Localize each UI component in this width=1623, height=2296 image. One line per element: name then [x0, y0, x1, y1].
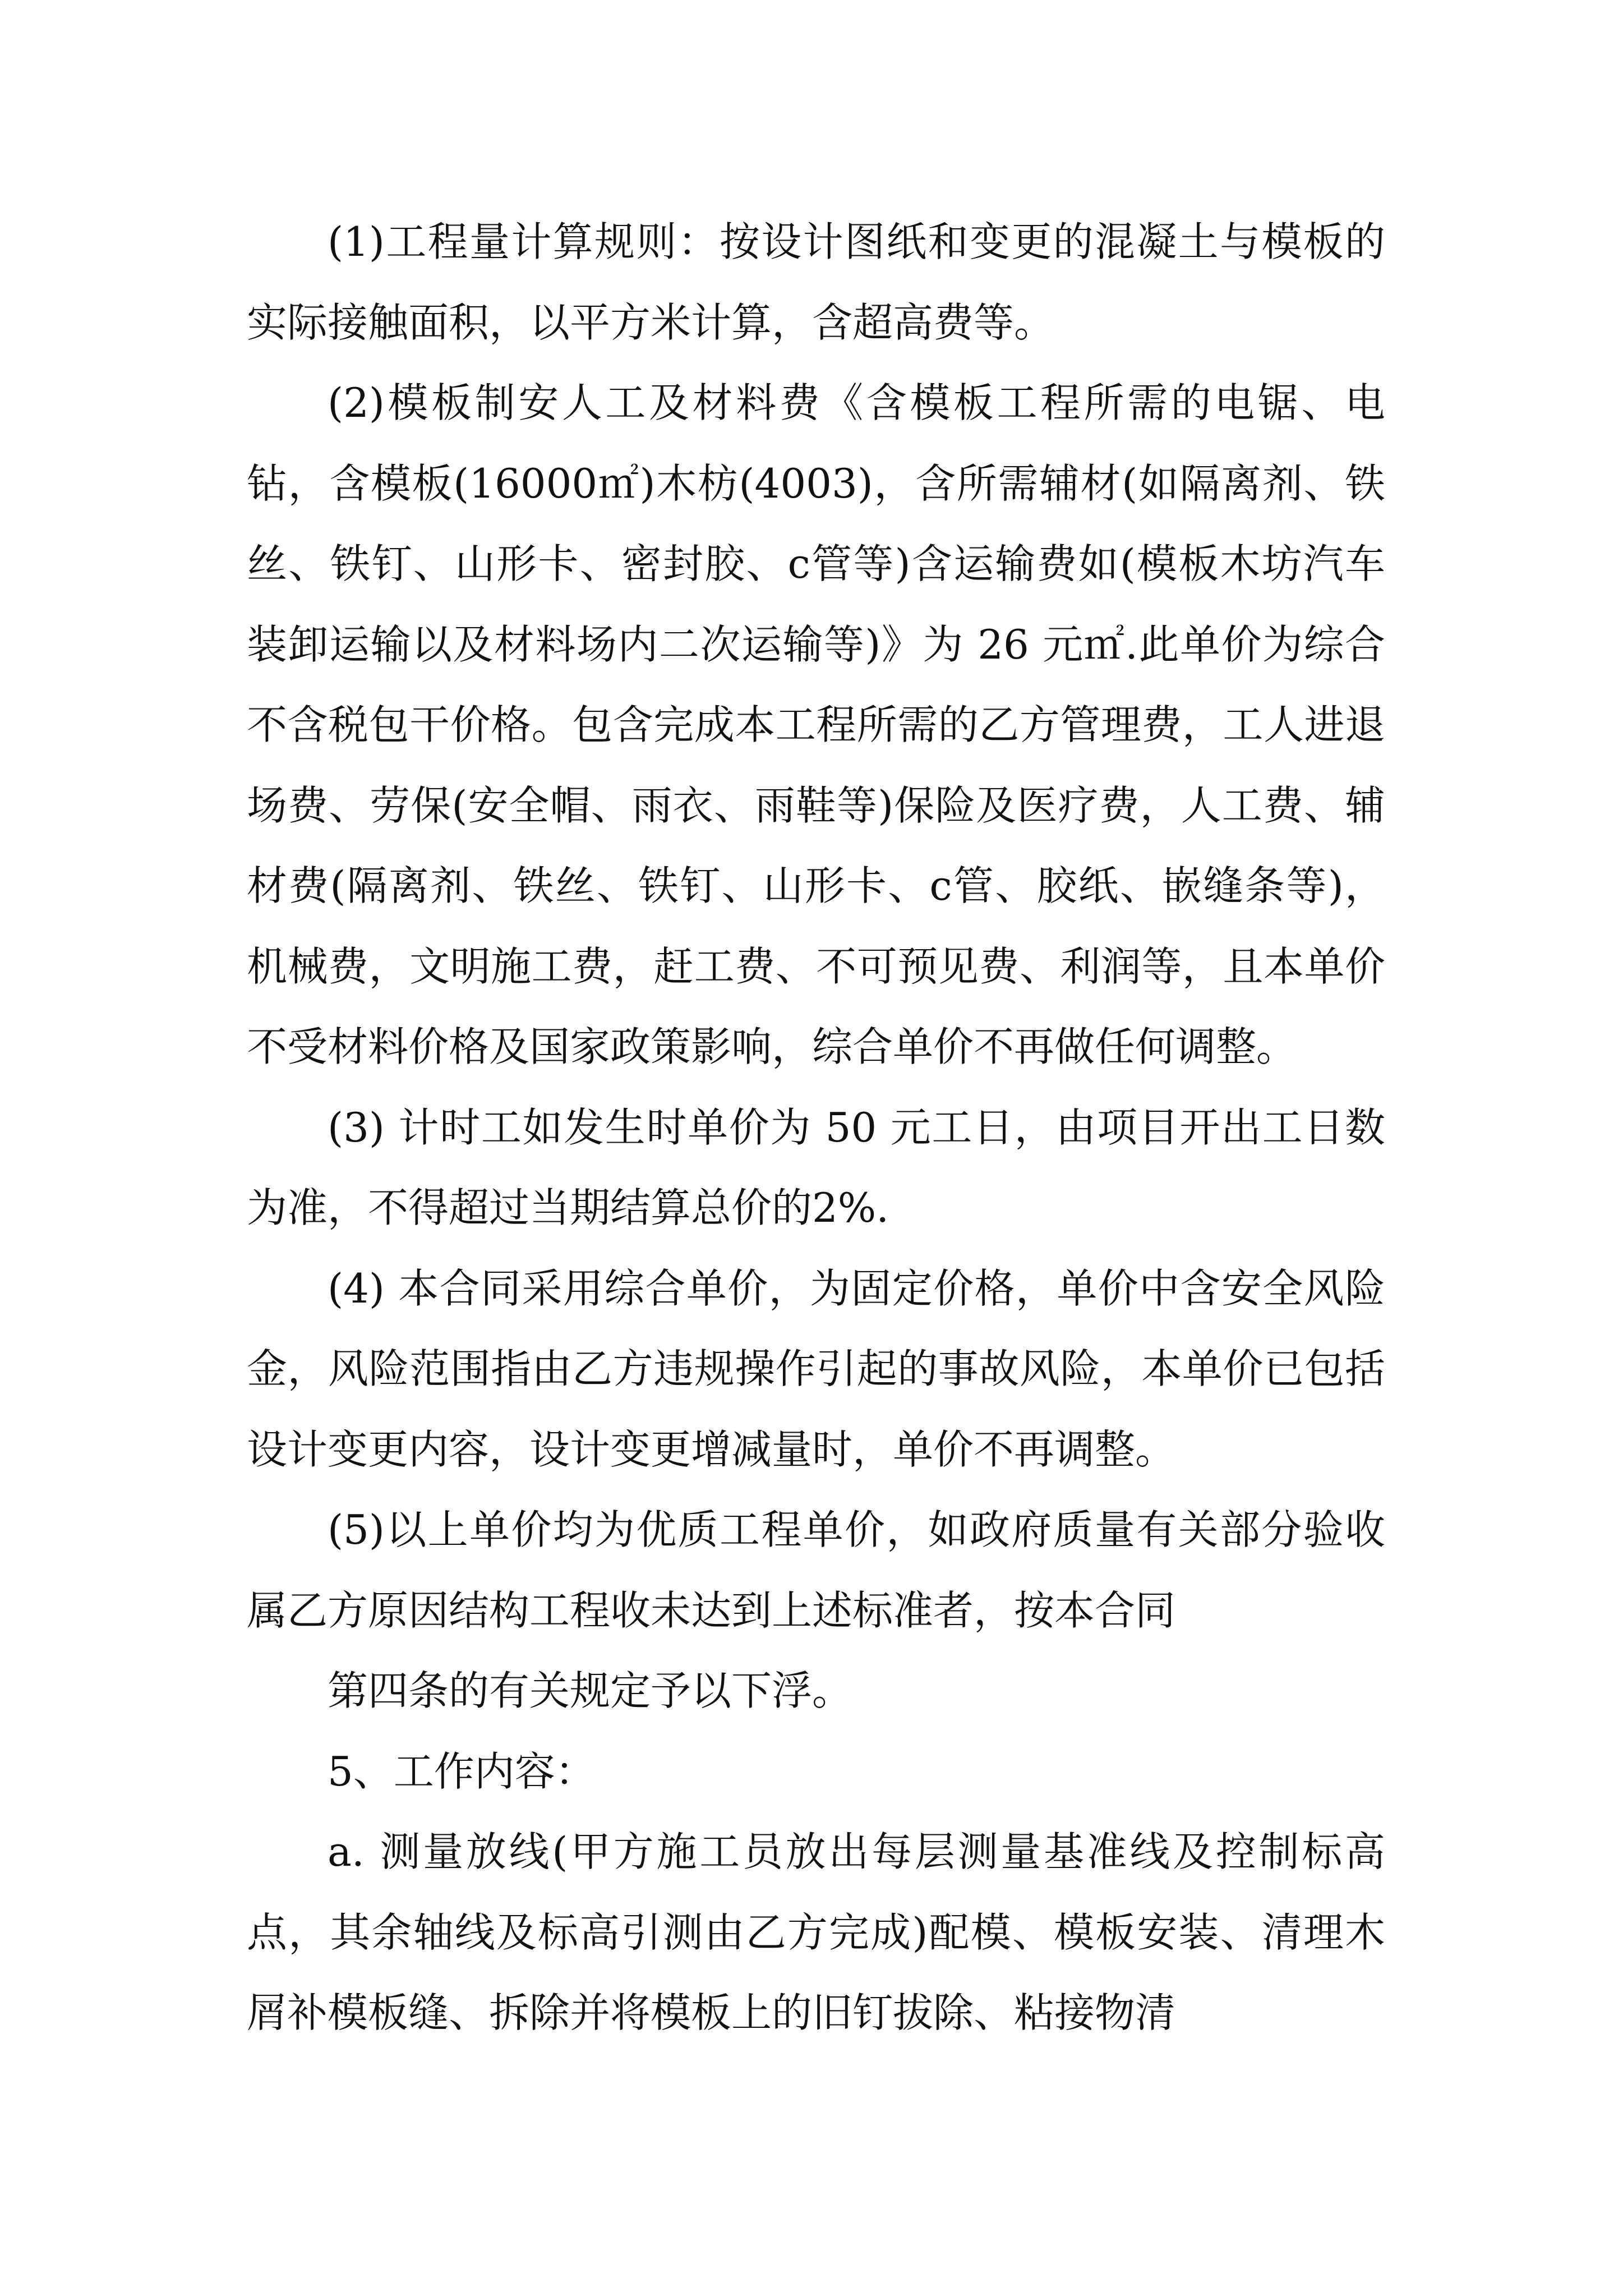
paragraph-rule-1: (1)工程量计算规则：按设计图纸和变更的混凝土与模板的实际接触面积，以平方米计算，含超高费等。 — [247, 218, 1385, 346]
document-body — [247, 202, 1385, 2054]
paragraph-rule-2: (2)模板制安人工及材料费《含模板工程所需的电锯、电钻，含模板(16000㎡)木枋(4003)，含所需辅材(如隔离剂、铁丝、铁钉、山形卡、密封胶、c管等)含运输费如(模板木坊汽车装卸运输以及材料场内二次运输等)》为 26 元㎡.此单价为综合不含税包干价格。包含完成本工程所需的乙方管理费，工人进退场费、劳保(安全帽、雨衣、雨鞋等)保险及医疗费，人工费、辅材费(隔离剂、铁丝、铁钉、山形卡、c管、胶纸、嵌缝条等)，机械费，文明施工费，赶工费、不可预见费、利润等，且本单价不受材料价格及国家政策影响，综合单价不再做任何调整。 — [247, 379, 1385, 1070]
paragraph-rule-4: (4) 本合同采用综合单价，为固定价格，单价中含安全风险金，风险范围指由乙方违规操作引起的事故风险，本单价已包括设计变更内容，设计变更增减量时，单价不再调整。 — [247, 1264, 1385, 1473]
section-heading-work-content: 5、工作内容： — [328, 1747, 596, 1795]
paragraph-rule-5: (5)以上单价均为优质工程单价，如政府质量有关部分验收属乙方原因结构工程收未达到上述标准者，按本合同 — [247, 1506, 1385, 1634]
paragraph-rule-3: (3) 计时工如发生时单价为 50 元工日，由项目开出工日数为准，不得超过当期结算总价的2%. — [247, 1103, 1385, 1231]
paragraph-rule-5-continued: 第四条的有关规定予以下浮。 — [328, 1667, 853, 1714]
paragraph-work-item-a: a. 测量放线(甲方施工员放出每层测量基准线及控制标高点，其余轴线及标高引测由乙方完成)配模、模板安装、清理木屑补模板缝、拆除并将模板上的旧钉拔除、粘接物清 — [247, 1828, 1385, 2036]
